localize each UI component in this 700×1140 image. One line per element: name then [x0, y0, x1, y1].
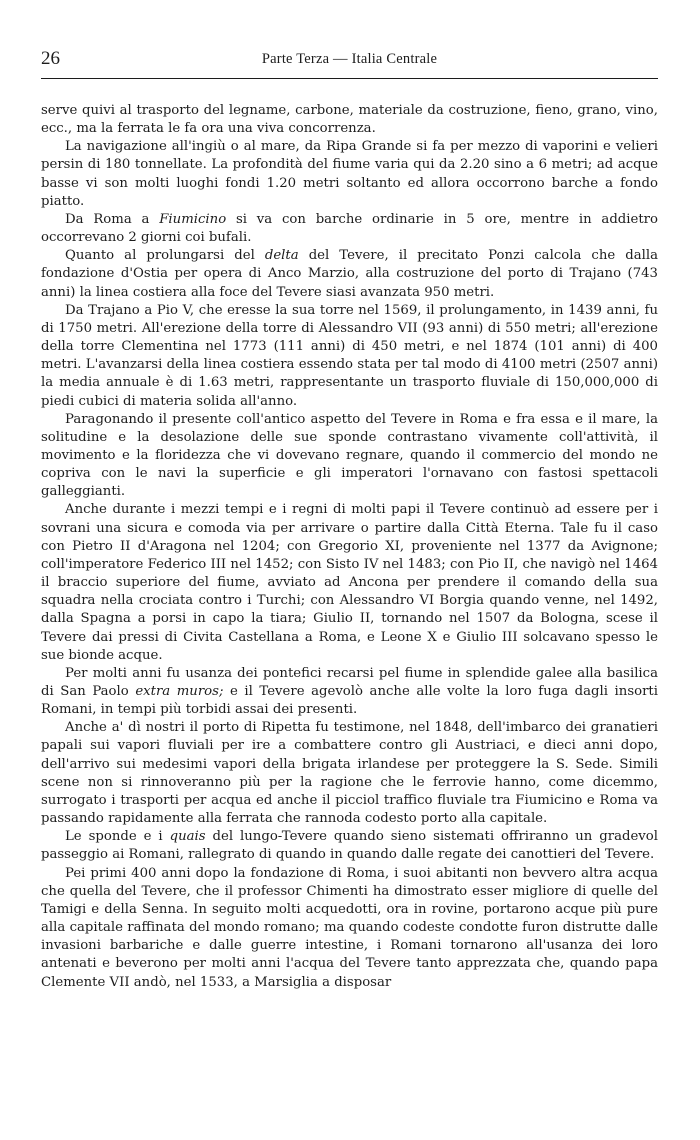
paragraph	[41, 719, 658, 828]
paragraph	[41, 302, 658, 411]
paragraph-text: Paragonando il presente coll'antico aspetto del Tevere in Roma e fra essa e il mare, la solitudine e la desolazione delle sue sponde contrastano vivamente coll'attività, il movimento e la floridezza che vi dovevano regnare, quando il commercio del mondo ne copriva con le navi la superficie e gli imperatori l'ornavano con fastosi spettacoli galleggianti.	[41, 411, 658, 500]
header-rule	[41, 78, 658, 79]
paragraph	[41, 138, 658, 211]
paragraph	[41, 411, 658, 502]
body-text	[41, 102, 658, 992]
paragraph-text: Quanto al prolungarsi del	[65, 248, 265, 264]
paragraph	[41, 501, 658, 664]
paragraph-text: Le sponde e i	[65, 829, 170, 845]
italic-term: Fiumicino	[159, 211, 227, 227]
paragraph-text: Da Trajano a Pio V, che eresse la sua torre nel 1569, il prolungamento, in 1439 anni, fu di 1750 metri. All'erezione della torre di Alessandro VII (93 anni) di 550 metri; all'erezione della torre Clementina nel 1773 (111 anni) di 450 metri, e nel 1874 (101 anni) di 400 metri. L'avanzarsi della linea costiera essendo stata per tal modo di 4100 metri (2507 anni) la media annuale è di 1.63 metri, rappresentante un trasporto fluviale di 150,000,000 di piedi cubici di materia solida all'anno.	[41, 302, 658, 409]
paragraph-text: e il Tevere agevolò anche alle volte la loro fuga dagli insorti Romani, in tempi più torbidi assai dei presenti.	[41, 684, 658, 718]
paragraph-text: Da Roma a	[65, 211, 160, 227]
paragraph	[41, 247, 658, 301]
paragraph	[41, 102, 658, 138]
paragraph	[41, 211, 658, 247]
italic-term: delta	[264, 248, 299, 264]
italic-term: extra muros;	[135, 684, 224, 699]
paragraph-text: Pei primi 400 anni dopo la fondazione di Roma, i suoi abitanti non bevvero altra acqua che quella del Tevere, che il professor Chimenti ha dimostrato esser migliore di quelle del Tamigi e della Senna. In seguito molti acquedotti, ora in rovine, portarono acque più pure alla capitale raffinata del mondo romano; ma quando codeste condotte furon distrutte dalle invasioni barbariche e dalle guerre intestine, i Romani tornarono all'usanza dei loro antenati e beverono per molti anni l'acqua del Tevere tanto apprezzata che, quando papa Clemente VII andò, nel 1533, a Marsiglia a disposar	[41, 865, 658, 990]
paragraph-text: del Tevere, il precitato Ponzi calcola che dalla fondazione d'Ostia per opera di Anco Marzio, alla costruzione del porto di Trajano (743 anni) la linea costiera alla foce del Tevere siasi avanzata 950 metri.	[41, 248, 658, 300]
paragraph-text: serve quivi al trasporto del legname, carbone, materiale da costruzione, fieno, grano, vino, ecc., ma la ferrata le fa ora una viva concorrenza.	[41, 103, 658, 137]
running-head	[41, 44, 658, 70]
paragraph-text: La navigazione all'ingiù o al mare, da Ripa Grande si fa per mezzo di vaporini e velieri persin di 180 tonnellate. La profondità del fiume varia qui da 2.20 sino a 6 metri; ad acque basse vi son molti luoghi fondi 1.20 metri soltanto ed allora occorrono barche a fondo piatto.	[41, 139, 658, 209]
paragraph-text: Per molti anni fu usanza dei pontefici recarsi pel fiume in splendide galee alla basilica di San Paolo	[41, 665, 658, 699]
paragraph	[41, 665, 658, 719]
italic-term: quais	[169, 829, 206, 845]
paragraph-text: Anche a' dì nostri il porto di Ripetta fu testimone, nel 1848, dell'imbarco dei granatieri papali sui vapori fluviali per ire a combattere contro gli Austriaci, e dieci anni dopo, dell'arrivo sui medesimi vapori della brigata irlandese per proteggere la S. Sede. Simili scene non si rinnoveranno più per la ragione che le ferrovie hanno, come dicemmo, surrogato i trasporti per acqua ed anche il picciol traffico fluviale tra Fiumicino e Roma va passando rapidamente alla ferrata che rannoda codesto porto alla capitale.	[41, 720, 658, 827]
paragraph-text: Anche durante i mezzi tempi e i regni di molti papi il Tevere continuò ad essere per i sovrani una sicura e comoda via per arrivare o partire dalla Città Eterna. Tale fu il caso con Pietro II d'Aragona nel 1204; con Gregorio XI, proveniente nel 1377 da Avignone; coll'imperatore Federico III nel 1452; con Sisto IV nel 1483; con Pio II, che navigò nel 1464 il braccio superiore del fiume, avviato ad Ancona per prendere il comando della sua squadra nella crociata contro i Turchi; con Alessandro VI Borgia quando venne, nel 1492, dalla Spagna a porsi in capo la tiara; Giulio II, tornando nel 1507 da Bologna, scese il Tevere dai pressi di Civita Castellana a Roma, e Leone X e Giulio III solcavano spesso le sue bionde acque.	[41, 502, 658, 663]
paragraph-text: si va con barche ordinarie in 5 ore, mentre in addietro occorrevano 2 giorni coi bufali.	[41, 211, 658, 246]
paragraph	[41, 828, 658, 864]
running-title: Parte Terza — Italia Centrale	[261, 51, 438, 67]
page-number: 26	[41, 48, 60, 69]
paragraph-text: del lungo-Tevere quando sieno sistemati offriranno un gradevol passeggio ai Romani, rallegrato di quando in quando dalle regate dei canottieri del Tevere.	[41, 829, 658, 863]
paragraph	[41, 865, 658, 992]
